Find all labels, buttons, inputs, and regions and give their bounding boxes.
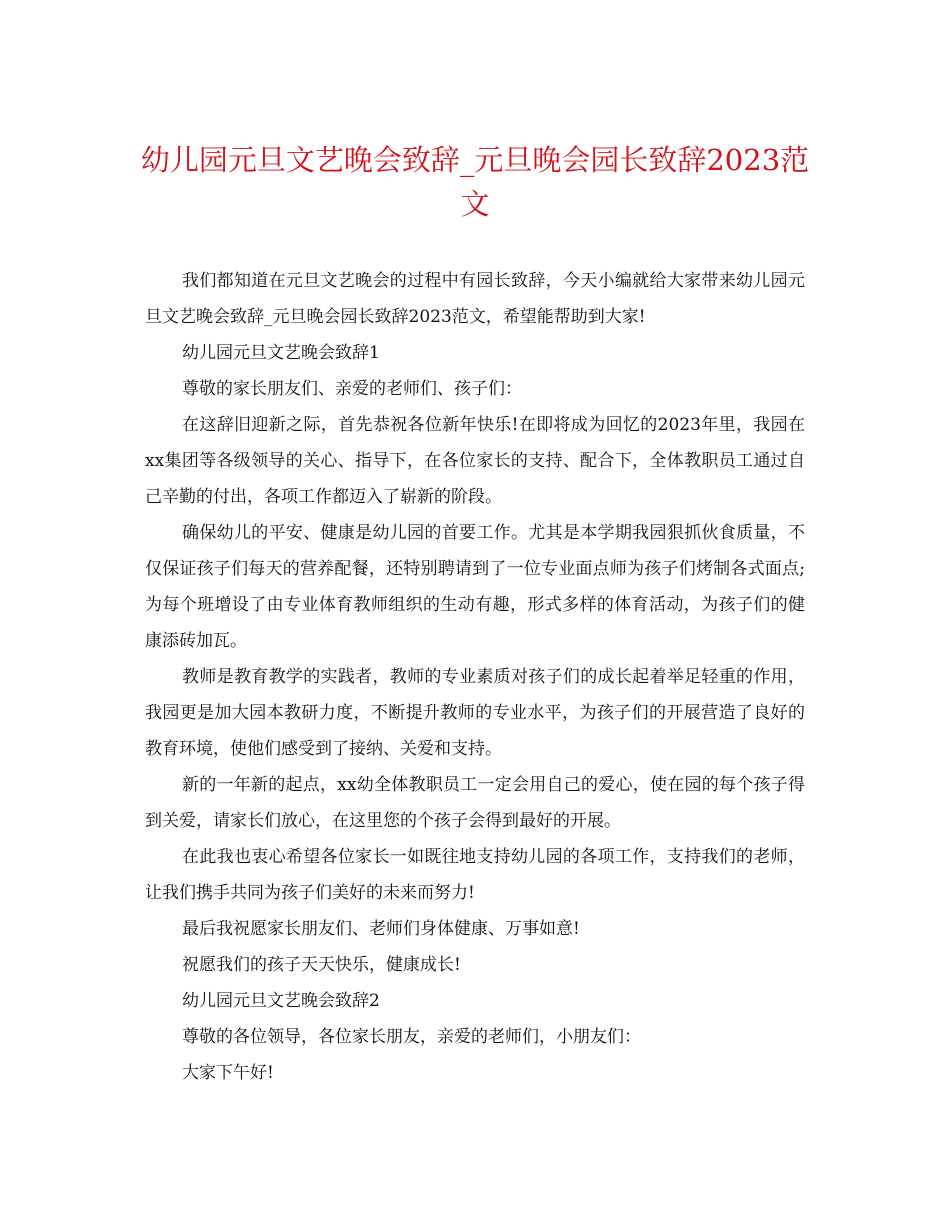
paragraph: 祝愿我们的孩子天天快乐，健康成长! [182,955,461,975]
section-heading-2: 幼儿园元旦文艺晚会致辞2 [182,991,380,1011]
paragraph: 新的一年新的起点，xx幼全体教职员工一定会用自己的爱心，使在园的每个孩子得到关爱，请家长们放心，在这里您的个孩子会得到最好的开展。 [145,775,805,831]
paragraph: 确保幼儿的平安、健康是幼儿园的首要工作。尤其是本学期我园狠抓伙食质量，不仅保证孩子们每天的营养配餐，还特别聘请到了一位专业面点师为孩子们烤制各式面点;为每个班增设了由专业体育教师组织的生动有趣，形式多样的体育活动，为孩子们的健康添砖加瓦。 [145,523,805,651]
salutation-2: 尊敬的各位领导，各位家长朋友，亲爱的老师们，小朋友们： [182,1027,641,1047]
salutation-1: 尊敬的家长朋友们、亲爱的老师们、孩子们： [182,379,522,399]
paragraph: 最后我祝愿家长朋友们、老师们身体健康、万事如意! [182,919,580,939]
document-body [145,263,805,1091]
paragraph: 在此我也衷心希望各位家长一如既往地支持幼儿园的各项工作，支持我们的老师，让我们携手共同为孩子们美好的未来而努力! [145,847,805,903]
paragraph-intro: 我们都知道在元旦文艺晚会的过程中有园长致辞，今天小编就给大家带来幼儿园元旦文艺晚会致辞_元旦晚会园长致辞2023范文，希望能帮助到大家! [145,271,805,327]
paragraph: 教师是教育教学的实践者，教师的专业素质对孩子们的成长起着举足轻重的作用，我园更是加大园本教研力度，不断提升教师的专业水平，为孩子们的开展营造了良好的教育环境，使他们感受到了接纳、关爱和支持。 [145,667,805,759]
section-heading-1: 幼儿园元旦文艺晚会致辞1 [182,343,380,363]
greeting: 大家下午好! [182,1063,274,1083]
document-title: 幼儿园元旦文艺晚会致辞_元旦晚会园长致辞2023范文 [140,143,810,221]
paragraph: 在这辞旧迎新之际，首先恭祝各位新年快乐!在即将成为回忆的2023年里，我园在xx集团等各级领导的关心、指导下，在各位家长的支持、配合下，全体教职员工通过自己辛勤的付出，各项工作都迈入了崭新的阶段。 [145,415,805,507]
